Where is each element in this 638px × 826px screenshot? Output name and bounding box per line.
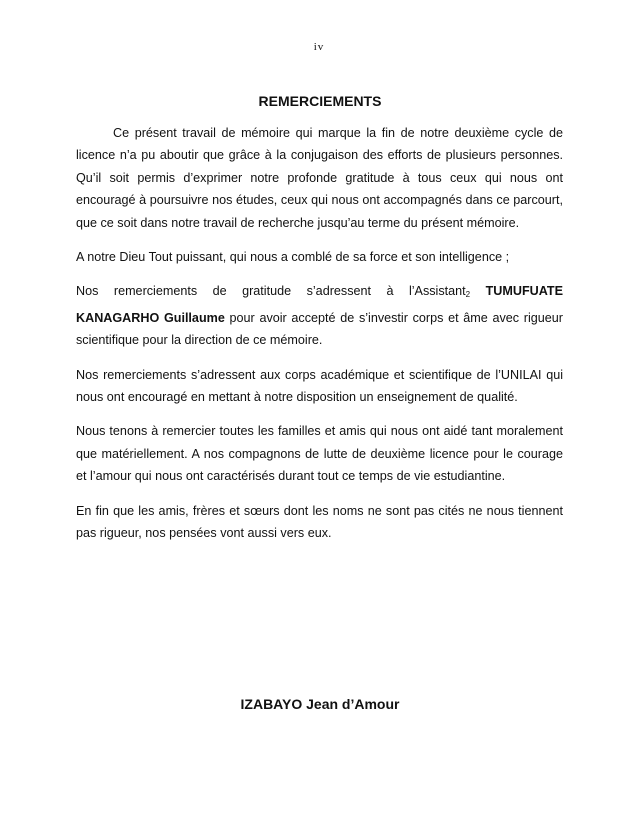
author-signature: IZABAYO Jean d’Amour xyxy=(240,696,400,712)
paragraph-supervisor xyxy=(76,280,563,351)
supervisor-text-after: pour avoir accepté de s’investir corps et âme avec rigueur scientifique pour la direction de ce mémoire. xyxy=(76,310,563,348)
supervisor-subscript: 2 xyxy=(465,290,471,300)
supervisor-text-before: Nos remerciements de gratitude s’adressent à l’Assistant xyxy=(76,284,466,299)
paragraph-families: Nous tenons à remercier toutes les familles et amis qui nous ont aidé tant moralement que matériellement. A nos compagnons de lutte de deuxième licence pour le courage et l’amour qui nous ont caractérisés durant tout ce temps de vie estudiantine. xyxy=(76,424,563,484)
acknowledgements-body xyxy=(76,122,563,557)
paragraph-academic: Nos remerciements s’adressent aux corps académique et scientifique de l’UNILAI qui nous ont encouragé en mettant à notre disposition un enseignement de qualité. xyxy=(76,367,563,405)
paragraph-intro: Ce présent travail de mémoire qui marque la fin de notre deuxième cycle de licence n’a pu aboutir que grâce à la conjugaison des efforts de plusieurs personnes. Qu’il soit permis d’exprimer notre profonde gratitude à tous ceux qui nous ont encouragé à poursuivre nos études, ceux qui nous ont accompagnés dans ce parcourt, que ce soit dans notre travail de recherche jusqu’au terme du présent mémoire. xyxy=(76,126,563,230)
paragraph-god: A notre Dieu Tout puissant, qui nous a comblé de sa force et son intelligence ; xyxy=(76,250,510,265)
paragraph-friends: En fin que les amis, frères et sœurs dont les noms ne sont pas cités ne nous tiennent pas rigueur, nos pensées vont aussi vers eux. xyxy=(76,503,563,541)
page-title: REMERCIEMENTS xyxy=(258,93,382,109)
supervisor-name: TUMUFUATE KANAGARHO Guillaume xyxy=(76,284,563,325)
page-number: iv xyxy=(313,41,325,53)
